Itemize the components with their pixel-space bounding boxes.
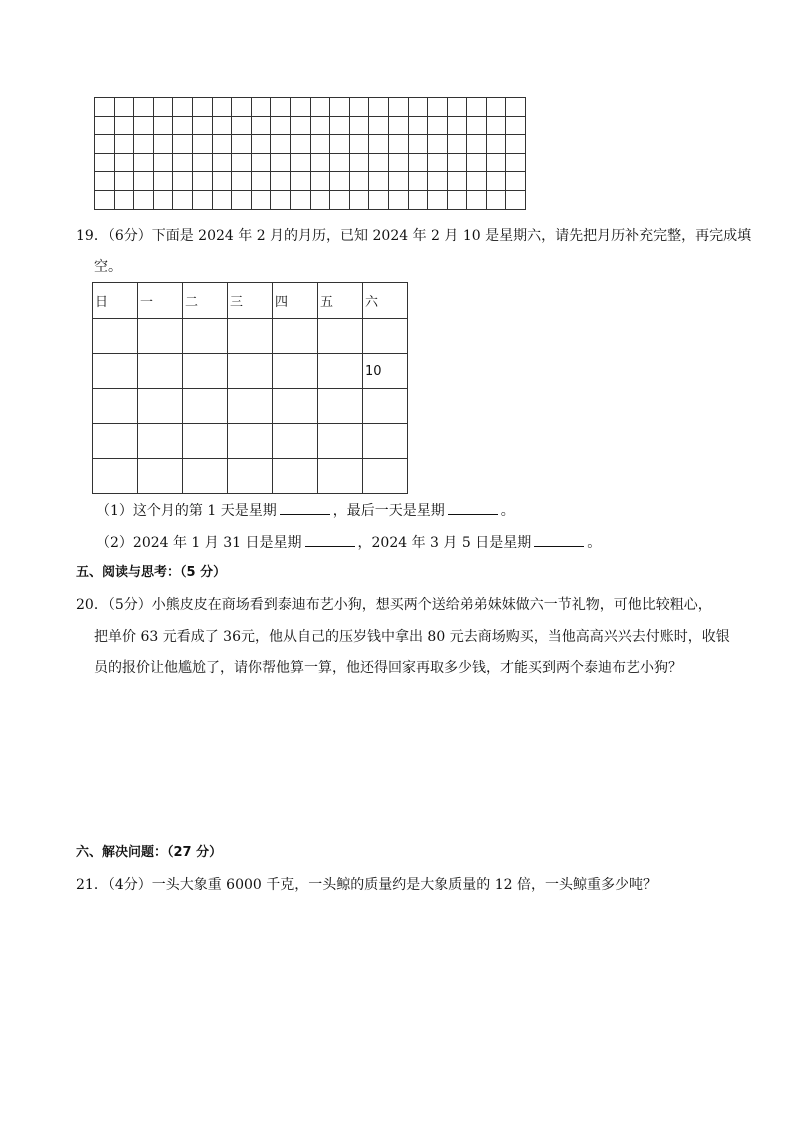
calendar-header-mon: 一 (138, 283, 183, 319)
calendar-cell[interactable] (93, 354, 138, 389)
writing-grid-cell[interactable] (192, 190, 212, 209)
writing-grid-cell[interactable] (506, 98, 526, 117)
calendar-cell[interactable] (228, 354, 273, 389)
calendar-week-row (93, 459, 408, 494)
calendar-header-sun: 日 (93, 283, 138, 319)
writing-grid-row (95, 135, 526, 154)
writing-grid-cell[interactable] (251, 153, 271, 172)
writing-grid-cell[interactable] (232, 190, 252, 209)
writing-grid-cell[interactable] (447, 98, 467, 117)
writing-grid-cell[interactable] (428, 135, 448, 154)
writing-grid-cell[interactable] (212, 153, 232, 172)
q19-sub2-text-a: （2）2024 年 1 月 31 日是星期 (96, 535, 302, 551)
writing-grid-cell[interactable] (95, 98, 115, 117)
writing-grid-cell[interactable] (290, 172, 310, 191)
writing-grid-cell[interactable] (134, 135, 154, 154)
q19-sub1-text-c: 。 (500, 503, 515, 519)
calendar-week-row (93, 354, 408, 389)
writing-grid-cell[interactable] (153, 153, 173, 172)
q19-sub1 (96, 500, 515, 521)
writing-grid-cell[interactable] (310, 172, 330, 191)
calendar-cell[interactable] (183, 459, 228, 494)
calendar-cell[interactable] (318, 319, 363, 354)
writing-grid-cell[interactable] (212, 172, 232, 191)
writing-grid-cell[interactable] (467, 116, 487, 135)
writing-grid-cell[interactable] (114, 98, 134, 117)
writing-grid-cell[interactable] (251, 172, 271, 191)
writing-grid-cell[interactable] (251, 116, 271, 135)
writing-grid (94, 97, 526, 210)
writing-grid-cell[interactable] (114, 135, 134, 154)
calendar-cell[interactable] (183, 389, 228, 424)
section-5-title: 五、阅读与思考：（5 分） (76, 565, 227, 580)
calendar-week-row (93, 424, 408, 459)
writing-grid-cell[interactable] (114, 190, 134, 209)
writing-grid-cell[interactable] (173, 153, 193, 172)
writing-grid-cell[interactable] (212, 135, 232, 154)
writing-grid-cell[interactable] (408, 190, 428, 209)
writing-grid-cell[interactable] (310, 190, 330, 209)
q19-sub2-text-b: ，2024 年 3 月 5 日是星期 (357, 535, 532, 551)
writing-grid-cell[interactable] (447, 153, 467, 172)
writing-grid-cell[interactable] (369, 153, 389, 172)
calendar-cell[interactable] (138, 459, 183, 494)
calendar-cell[interactable] (273, 424, 318, 459)
calendar-cell[interactable] (93, 424, 138, 459)
calendar-cell[interactable] (138, 389, 183, 424)
writing-grid-cell[interactable] (153, 98, 173, 117)
writing-grid-cell[interactable] (192, 135, 212, 154)
writing-grid-cell[interactable] (232, 172, 252, 191)
writing-grid-cell[interactable] (271, 98, 291, 117)
writing-grid-cell[interactable] (271, 172, 291, 191)
calendar-cell[interactable] (363, 424, 408, 459)
writing-grid-cell[interactable] (173, 172, 193, 191)
writing-grid-cell[interactable] (349, 153, 369, 172)
writing-grid-cell[interactable] (153, 116, 173, 135)
answer-blank[interactable] (305, 532, 355, 547)
calendar-cell[interactable] (93, 459, 138, 494)
writing-grid-cell[interactable] (388, 190, 408, 209)
answer-blank[interactable] (534, 532, 584, 547)
calendar-cell[interactable] (138, 424, 183, 459)
q19-sub2 (96, 532, 601, 553)
writing-grid-cell[interactable] (388, 172, 408, 191)
writing-grid-cell[interactable] (330, 98, 350, 117)
writing-grid-cell[interactable] (290, 190, 310, 209)
calendar-cell[interactable] (93, 319, 138, 354)
writing-grid-cell[interactable] (95, 153, 115, 172)
writing-grid-cell[interactable] (192, 153, 212, 172)
writing-grid-row (95, 153, 526, 172)
writing-grid-cell[interactable] (467, 153, 487, 172)
writing-grid-cell[interactable] (330, 172, 350, 191)
writing-grid-cell[interactable] (310, 153, 330, 172)
writing-grid-cell[interactable] (486, 172, 506, 191)
writing-grid-cell[interactable] (369, 172, 389, 191)
writing-grid-cell[interactable] (153, 172, 173, 191)
writing-grid-cell[interactable] (173, 116, 193, 135)
writing-grid-cell[interactable] (95, 172, 115, 191)
writing-grid-cell[interactable] (428, 172, 448, 191)
writing-grid-cell[interactable] (330, 135, 350, 154)
writing-grid-cell[interactable] (134, 116, 154, 135)
writing-grid-cell[interactable] (388, 116, 408, 135)
writing-grid-cell[interactable] (271, 153, 291, 172)
calendar-cell[interactable] (363, 319, 408, 354)
writing-grid-row (95, 98, 526, 117)
calendar-header-tue: 二 (183, 283, 228, 319)
writing-grid-cell[interactable] (212, 116, 232, 135)
writing-grid-cell[interactable] (95, 116, 115, 135)
writing-grid-cell[interactable] (114, 116, 134, 135)
writing-grid-cell[interactable] (192, 98, 212, 117)
calendar-cell[interactable] (183, 424, 228, 459)
q19-sub1-text-b: ，最后一天是星期 (332, 503, 445, 519)
writing-grid-cell[interactable] (271, 135, 291, 154)
writing-grid-cell[interactable] (486, 116, 506, 135)
writing-grid-cell[interactable] (506, 172, 526, 191)
writing-grid-cell[interactable] (506, 135, 526, 154)
writing-grid-cell[interactable] (310, 135, 330, 154)
calendar-cell[interactable] (318, 389, 363, 424)
calendar-cell[interactable] (363, 459, 408, 494)
writing-grid-cell[interactable] (408, 172, 428, 191)
calendar-cell[interactable] (273, 354, 318, 389)
writing-grid-cell[interactable] (173, 135, 193, 154)
calendar-cell[interactable] (228, 389, 273, 424)
writing-grid-cell[interactable] (408, 153, 428, 172)
calendar-cell[interactable] (318, 424, 363, 459)
calendar-cell[interactable] (138, 319, 183, 354)
writing-grid-cell[interactable] (428, 98, 448, 117)
writing-grid-cell[interactable] (271, 190, 291, 209)
writing-grid-cell[interactable] (134, 98, 154, 117)
writing-grid-cell[interactable] (290, 98, 310, 117)
writing-grid-cell[interactable] (153, 190, 173, 209)
writing-grid-cell[interactable] (173, 98, 193, 117)
calendar-header-thu: 四 (273, 283, 318, 319)
q19-text-line2: 空。 (94, 259, 122, 275)
writing-grid-cell[interactable] (192, 116, 212, 135)
calendar-cell[interactable] (273, 319, 318, 354)
calendar-cell[interactable] (228, 459, 273, 494)
calendar-cell[interactable] (318, 354, 363, 389)
writing-grid-cell[interactable] (232, 116, 252, 135)
calendar-cell[interactable] (93, 389, 138, 424)
writing-grid-cell[interactable] (388, 135, 408, 154)
q20-text-line1: 20．（5分）小熊皮皮在商场看到泰迪布艺小狗，想买两个送给弟弟妹妹做六一节礼物，可他比较粗心， (76, 597, 712, 613)
writing-grid-row (95, 116, 526, 135)
writing-grid-cell[interactable] (232, 153, 252, 172)
calendar-cell[interactable] (318, 459, 363, 494)
writing-grid-cell[interactable] (232, 135, 252, 154)
writing-grid-cell[interactable] (486, 135, 506, 154)
writing-grid-cell[interactable] (486, 190, 506, 209)
writing-grid-cell[interactable] (114, 172, 134, 191)
writing-grid-cell[interactable] (173, 190, 193, 209)
q19-text-line1: 19．（6分）下面是 2024 年 2 月的月历，已知 2024 年 2 月 10 是星期六，请先把月历补充完整，再完成填 (76, 228, 752, 244)
writing-grid-cell[interactable] (212, 98, 232, 117)
calendar-header-sat: 六 (363, 283, 408, 319)
q20-text-line2: 把单价 63 元看成了 36元，他从自己的压岁钱中拿出 80 元去商场购买，当他高高兴兴去付账时，收银 (94, 629, 730, 645)
writing-grid-cell[interactable] (447, 116, 467, 135)
writing-grid-cell[interactable] (369, 98, 389, 117)
writing-grid-cell[interactable] (349, 116, 369, 135)
writing-grid-cell[interactable] (251, 135, 271, 154)
writing-grid-cell[interactable] (506, 116, 526, 135)
writing-grid-cell[interactable] (388, 153, 408, 172)
writing-grid-cell[interactable] (408, 116, 428, 135)
calendar-cell[interactable] (138, 354, 183, 389)
writing-grid-cell[interactable] (349, 172, 369, 191)
writing-grid-cell[interactable] (114, 153, 134, 172)
writing-grid-cell[interactable] (428, 153, 448, 172)
writing-grid-cell[interactable] (251, 190, 271, 209)
writing-grid-row (95, 172, 526, 191)
writing-grid-cell[interactable] (467, 190, 487, 209)
calendar-cell[interactable] (363, 389, 408, 424)
section-6-title: 六、解决问题：（27 分） (76, 845, 223, 860)
writing-grid-cell[interactable] (349, 98, 369, 117)
writing-grid-cell[interactable] (369, 116, 389, 135)
calendar-cell[interactable] (273, 389, 318, 424)
answer-blank[interactable] (280, 500, 330, 515)
calendar-header-fri: 五 (318, 283, 363, 319)
writing-grid-cell[interactable] (95, 190, 115, 209)
writing-grid-cell[interactable] (153, 135, 173, 154)
q20-text-line3: 员的报价让他尴尬了，请你帮他算一算，他还得回家再取多少钱，才能买到两个泰迪布艺小狗？ (94, 660, 682, 676)
writing-grid-cell[interactable] (467, 135, 487, 154)
writing-grid-cell[interactable] (369, 135, 389, 154)
calendar-cell[interactable] (273, 459, 318, 494)
writing-grid-cell[interactable] (408, 135, 428, 154)
writing-grid-cell[interactable] (428, 190, 448, 209)
calendar-cell[interactable] (228, 319, 273, 354)
writing-grid-cell[interactable] (349, 135, 369, 154)
writing-grid-cell[interactable] (486, 98, 506, 117)
writing-grid-cell[interactable] (447, 190, 467, 209)
calendar-header-row (93, 283, 408, 319)
writing-grid-cell[interactable] (192, 172, 212, 191)
writing-grid-cell[interactable] (271, 116, 291, 135)
writing-grid-cell[interactable] (447, 172, 467, 191)
writing-grid-cell[interactable] (330, 153, 350, 172)
calendar-cell[interactable] (183, 319, 228, 354)
writing-grid-cell[interactable] (310, 98, 330, 117)
writing-grid-cell[interactable] (467, 98, 487, 117)
writing-grid-cell[interactable] (330, 116, 350, 135)
writing-grid-cell[interactable] (388, 98, 408, 117)
writing-grid-cell[interactable] (134, 153, 154, 172)
writing-grid-cell[interactable] (232, 98, 252, 117)
writing-grid-cell[interactable] (486, 153, 506, 172)
writing-grid-cell[interactable] (251, 98, 271, 117)
q21-text-line1: 21．（4分）一头大象重 6000 千克，一头鲸的质量约是大象质量的 12 倍，一头鲸重多少吨？ (76, 877, 657, 893)
calendar-header-wed: 三 (228, 283, 273, 319)
calendar-week-row (93, 389, 408, 424)
writing-grid-cell[interactable] (506, 153, 526, 172)
q19-sub1-text-a: （1）这个月的第 1 天是星期 (96, 503, 277, 519)
writing-grid-cell[interactable] (290, 116, 310, 135)
calendar-table (92, 282, 408, 494)
writing-grid-cell[interactable] (447, 135, 467, 154)
writing-grid-cell[interactable] (95, 135, 115, 154)
writing-grid-cell[interactable] (506, 190, 526, 209)
writing-grid-cell[interactable] (330, 190, 350, 209)
calendar-cell-known-day: 10 (363, 354, 408, 389)
answer-blank[interactable] (448, 500, 498, 515)
calendar-week-row (93, 319, 408, 354)
calendar-cell[interactable] (228, 424, 273, 459)
q19-sub2-text-c: 。 (587, 535, 602, 551)
writing-grid-cell[interactable] (212, 190, 232, 209)
writing-grid-cell[interactable] (290, 135, 310, 154)
writing-grid-cell[interactable] (290, 153, 310, 172)
writing-grid-cell[interactable] (369, 190, 389, 209)
writing-grid-cell[interactable] (134, 190, 154, 209)
writing-grid-cell[interactable] (349, 190, 369, 209)
calendar-cell[interactable] (183, 354, 228, 389)
writing-grid-cell[interactable] (408, 98, 428, 117)
writing-grid-row (95, 190, 526, 209)
writing-grid-cell[interactable] (134, 172, 154, 191)
writing-grid-cell[interactable] (467, 172, 487, 191)
writing-grid-cell[interactable] (428, 116, 448, 135)
writing-grid-cell[interactable] (310, 116, 330, 135)
